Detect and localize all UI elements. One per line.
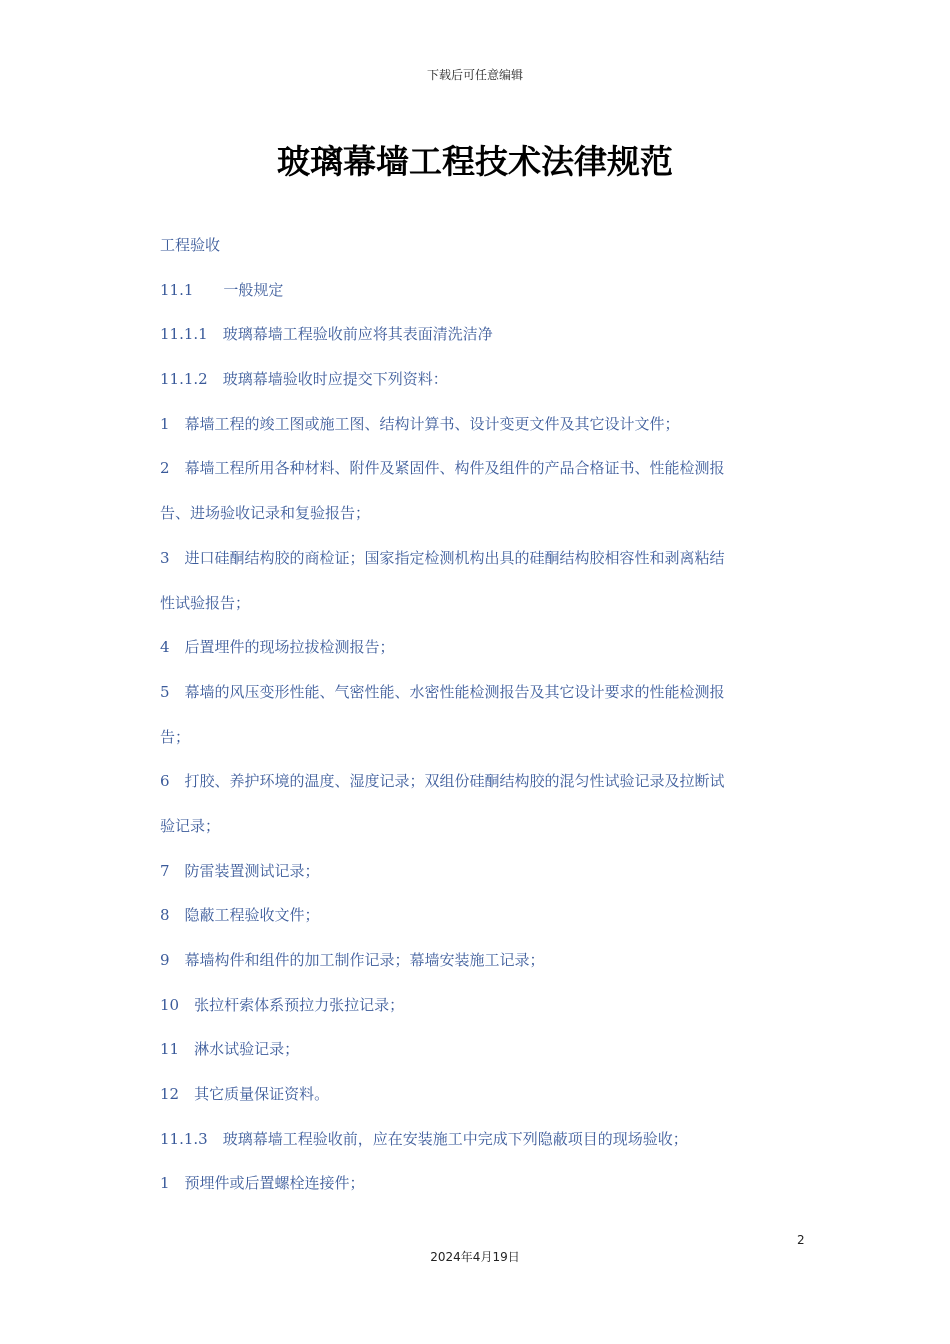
list-item-line: 5 幕墙的风压变形性能、气密性能、水密性能检测报告及其它设计要求的性能检测报 <box>160 682 725 701</box>
list-item-line: 4 后置埋件的现场拉拔检测报告； <box>160 638 395 657</box>
clause-line: 11.1.2 玻璃幕墙验收时应提交下列资料： <box>160 370 448 389</box>
document-body <box>160 231 800 1214</box>
list-item-line: 12 其它质量保证资料。 <box>160 1085 330 1104</box>
list-item-line: 3 进口硅酮结构胶的商检证；国家指定检测机构出具的硅酮结构胶相容性和剥离粘结 <box>160 548 725 567</box>
list-item-line: 1 预埋件或后置螺栓连接件； <box>160 1174 365 1193</box>
clause-line: 11.1.3 玻璃幕墙工程验收前，应在安装施工中完成下列隐蔽项目的现场验收； <box>160 1129 688 1148</box>
list-item-line: 10 张拉杆索体系预拉力张拉记录； <box>160 995 405 1014</box>
list-item-line: 告； <box>160 727 191 746</box>
list-item-line: 2 幕墙工程所用各种材料、附件及紧固件、构件及组件的产品合格证书、性能检测报 <box>160 459 725 478</box>
clause-heading: 11.1 一般规定 <box>160 280 284 299</box>
list-item-line: 6 打胶、养护环境的温度、湿度记录；双组份硅酮结构胶的混匀性试验记录及拉断试 <box>160 772 725 791</box>
footer-date: 2024年4月19日 <box>430 1250 520 1264</box>
list-item-line: 8 隐蔽工程验收文件； <box>160 906 320 925</box>
section-heading: 工程验收 <box>160 236 221 254</box>
list-item-line: 7 防雷装置测试记录； <box>160 861 320 880</box>
list-item-line: 验记录； <box>160 816 221 835</box>
list-item-line: 1 幕墙工程的竣工图或施工图、结构计算书、设计变更文件及其它设计文件； <box>160 414 680 433</box>
page-number: 2 <box>797 1233 805 1247</box>
list-item-line: 告、进场验收记录和复验报告； <box>160 504 371 523</box>
header-note: 下载后可任意编辑 <box>426 68 523 82</box>
list-item-line: 9 幕墙构件和组件的加工制作记录；幕墙安装施工记录； <box>160 951 545 969</box>
document-title: 玻璃幕墙工程技术法律规范 <box>277 142 673 181</box>
list-item-line: 性试验报告； <box>160 593 251 612</box>
clause-line: 11.1.1 玻璃幕墙工程验收前应将其表面清洗洁净 <box>160 325 493 344</box>
list-item-line: 11 淋水试验记录； <box>160 1040 300 1059</box>
